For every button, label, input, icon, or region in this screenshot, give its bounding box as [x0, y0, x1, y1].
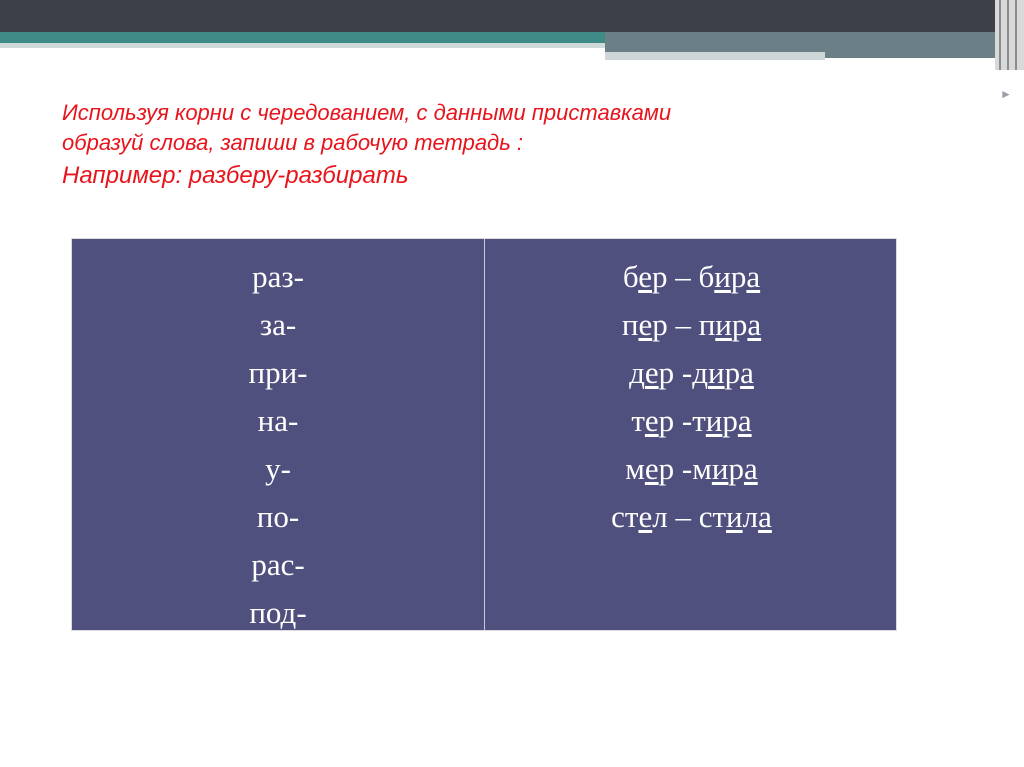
slide-header-light-stripe [0, 43, 605, 48]
word-table [71, 238, 897, 631]
instruction-line-1: Используя корни с чередованием, с данными приставками [62, 100, 672, 125]
example-line: Например: разберу-разбирать [62, 162, 409, 189]
slide-header-right-block [995, 0, 1024, 70]
chevron-right-icon: ► [1000, 87, 1012, 101]
slide-header-stripe [0, 32, 605, 43]
prefix-item: рас- [251, 547, 305, 582]
prefixes-column [72, 253, 484, 637]
prefix-item: на- [257, 403, 299, 438]
root-item: бер – бира [622, 259, 761, 294]
roots-column [485, 253, 898, 541]
prefix-item: под- [249, 595, 307, 630]
prefix-item: при- [248, 355, 308, 390]
prefix-item: за- [259, 307, 297, 342]
root-item: тер -тира [631, 403, 752, 438]
prefix-item: по- [256, 499, 300, 534]
prefix-item: раз- [252, 259, 304, 294]
root-item: мер -мира [625, 451, 758, 486]
slide-header-bar [0, 0, 1024, 32]
root-item: дер -дира [629, 355, 754, 390]
prefix-item: у- [265, 451, 291, 486]
instruction-line-2: образуй слова, запиши в рабочую тетрадь : [62, 130, 524, 155]
instruction-text [62, 98, 882, 192]
root-item: стел – стила [611, 499, 772, 534]
root-item: пер – пира [621, 307, 762, 342]
slide-header-stripe-right-light [605, 52, 825, 60]
